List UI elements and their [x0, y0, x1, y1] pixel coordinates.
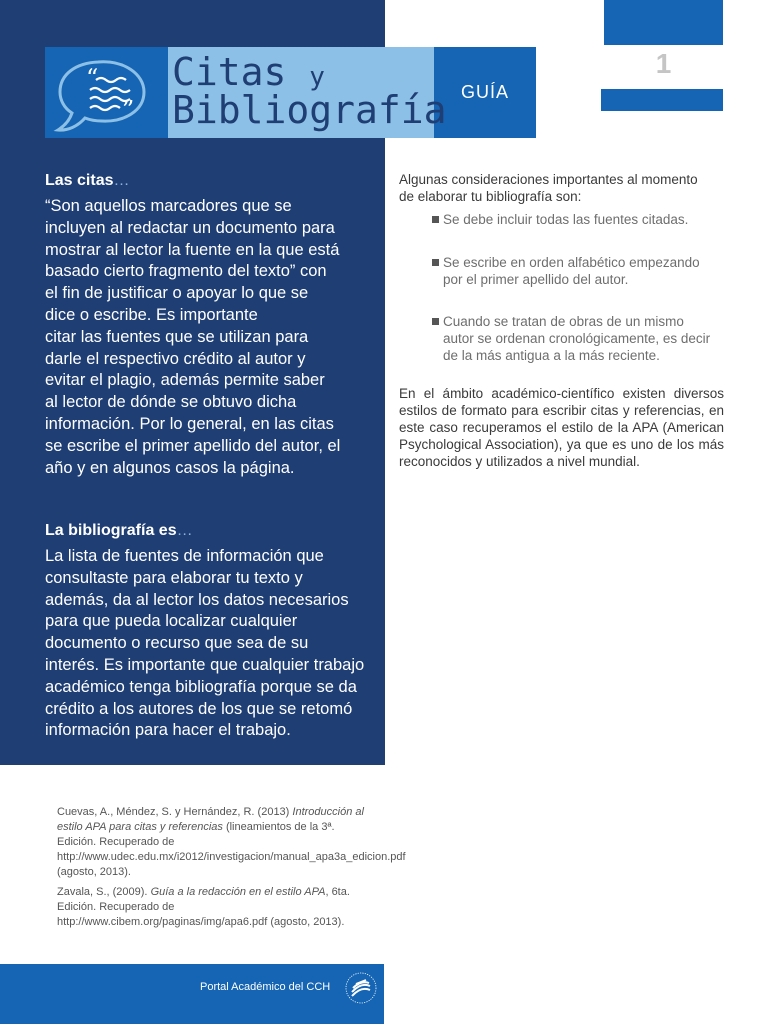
cch-emblem-icon	[344, 968, 378, 1008]
title-y: y	[309, 62, 325, 92]
guide-tag: GUÍA	[460, 82, 509, 102]
speech-bubble-quote-icon	[52, 56, 168, 136]
bibliografia-paragraph	[45, 546, 375, 742]
citas-line: evitar el plagio, además permite saber	[45, 371, 325, 390]
citas-line: citar las fuentes que se utilizan para	[45, 327, 309, 346]
top-accent-block	[604, 0, 723, 45]
bib-line: consultaste para elaborar tu texto y	[45, 568, 303, 587]
bib-line: interés. Es importante que cualquier trabajo	[45, 655, 365, 674]
citas-line: incluyen al redactar un documento para	[45, 218, 335, 237]
citas-line: al lector de dónde se obtuvo dicha	[45, 393, 297, 412]
page-number-underline-block	[601, 89, 723, 111]
citas-line: año y en algunos casos la página.	[45, 458, 295, 477]
square-bullet-icon	[432, 318, 439, 325]
square-bullet-icon	[432, 216, 439, 223]
citas-paragraph	[45, 196, 375, 479]
bib-line: académico tenga bibliografía porque se da	[45, 677, 357, 696]
svg-text:”: ”	[122, 96, 135, 124]
square-bullet-icon	[432, 259, 439, 266]
bib-line: documento o recurso que sea de su	[45, 634, 309, 653]
bullet-item: Se debe incluir todas las fuentes citadas.	[432, 211, 732, 228]
citas-line: información. Por lo general, en las citas	[45, 414, 334, 433]
citas-line: mostrar al lector la fuente en la que está	[45, 240, 340, 259]
citas-line: el fin de justificar o apoyar lo que se	[45, 284, 309, 303]
page-number: 1	[655, 48, 672, 79]
bib-line: La lista de fuentes de información que	[45, 547, 324, 565]
bib-line: información para hacer el trabajo.	[45, 721, 291, 740]
footer-bar	[0, 964, 384, 1024]
bibliografia-heading: La bibliografía es…	[45, 522, 193, 539]
svg-text:“: “	[86, 64, 99, 92]
portal-footer-text[interactable]: Portal Académico del CCH	[200, 981, 331, 993]
citas-line: “Son aquellos marcadores que se	[45, 197, 292, 215]
citas-heading: Las citas…	[45, 172, 130, 189]
citas-line: darle el respectivo crédito al autor y	[45, 349, 306, 368]
bib-line: además, da al lector los datos necesarios	[45, 590, 349, 609]
citas-line: se escribe el primer apellido del autor, el	[45, 436, 341, 455]
bullet-item: Cuando se tratan de obras de un mismo autor se ordenan cronológicamente, es decir de la más antigua a la más reciente.	[432, 313, 732, 364]
guide-title-line-2: Bibliografía	[172, 88, 447, 132]
reference-cuevas: Cuevas, A., Méndez, S. y Hernández, R. (2013) Introducción al estilo APA para citas y referencias (lineamientos de la 3ª. Edición. Recuperado de http://www.udec.edu.mx/i2012/investigacion/manual_apa3a_edicion.pdf (agosto, 2013).	[57, 806, 406, 878]
considerations-intro: Algunas consideraciones importantes al momento de elaborar tu bibliografía son:	[399, 172, 698, 204]
bib-line: crédito a los autores de los que se retomó	[45, 699, 353, 718]
bullet-item: Se escribe en orden alfabético empezando por el primer apellido del autor.	[432, 254, 732, 288]
citas-line: basado cierto fragmento del texto” con	[45, 262, 327, 281]
bib-line: para que pueda localizar cualquier	[45, 612, 298, 631]
citas-line: dice o escribe. Es importante	[45, 305, 258, 324]
title-citas: Citas	[172, 50, 287, 94]
apa-paragraph: En el ámbito académico-científico existen diversos estilos de formato para escribir citas y referencias, en este caso recuperamos el estilo de la APA (American Psychological Association), ya que es uno de los más reconocidos y utilizados a nivel mundial.	[399, 386, 724, 469]
reference-zavala: Zavala, S., (2009). Guía a la redacción en el estilo APA, 6ta. Edición. Recuperado de http://www.cibem.org/paginas/img/apa6.pdf (agosto, 2013).	[57, 886, 350, 928]
